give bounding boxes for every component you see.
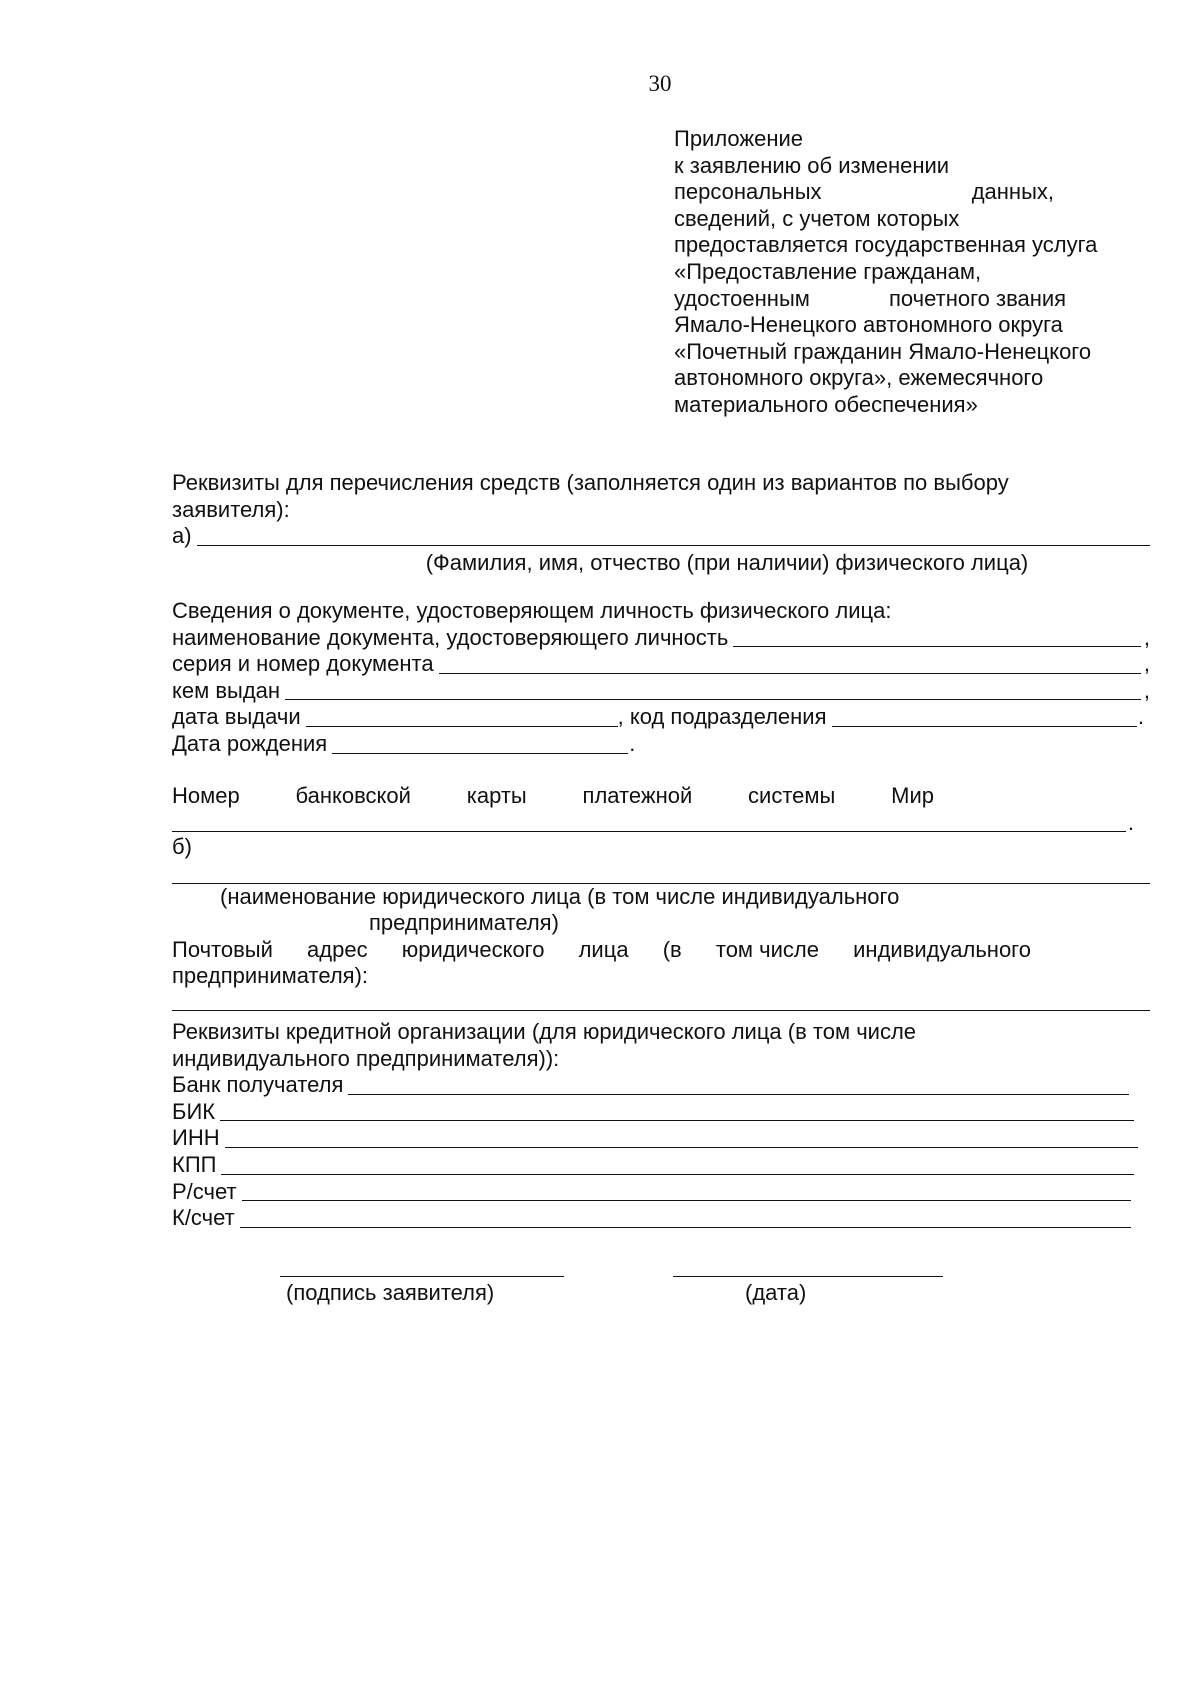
appendix-word: удостоенным (674, 285, 810, 311)
postal-word: том числе (715, 936, 819, 962)
bank-heading: индивидуального предпринимателя)): (172, 1045, 560, 1071)
settlement-account-field[interactable] (242, 1182, 1131, 1201)
bank-field-row (172, 1072, 1134, 1099)
option-a-label: а) (172, 523, 192, 549)
bik-label: БИК (172, 1098, 216, 1124)
signature-block (280, 1262, 980, 1332)
requisites-intro: заявителя): (172, 496, 290, 522)
legal-entity-caption: (наименование юридического лица (в том числе индивидуального (220, 883, 900, 909)
comma: , (1143, 651, 1150, 677)
issued-by-field[interactable] (285, 681, 1141, 700)
inn-label: ИНН (172, 1125, 220, 1151)
appendix-line: сведений, с учетом которых (674, 205, 960, 231)
dot: . (629, 730, 636, 756)
fio-caption: (Фамилия, имя, отчество (при наличии) физического лица) (425, 549, 1029, 575)
appendix-line (674, 286, 1152, 313)
appendix-line: предоставляется государственная услуга (674, 232, 1098, 258)
appendix-word: персональных (674, 179, 822, 205)
bank-field-row (172, 1205, 1134, 1232)
option-b-section (172, 834, 1150, 1011)
card-word: карты (466, 783, 527, 808)
bank-field-row (172, 1179, 1134, 1206)
date-field[interactable] (673, 1276, 943, 1277)
bank-field-row (172, 1152, 1134, 1179)
doc-name-row (172, 625, 1150, 652)
birth-date-label: Дата рождения (172, 730, 328, 756)
requisites-section (172, 470, 1150, 576)
appendix-line: автономного округа», ежемесячного (674, 365, 1044, 391)
doc-name-field[interactable] (733, 628, 1141, 647)
appendix-word: почетного звания (889, 285, 1067, 311)
issue-date-row (172, 704, 1150, 731)
postal-word: лица (578, 936, 629, 962)
postal-word: Почтовый (172, 936, 273, 962)
postal-word: (в (662, 936, 682, 962)
kpp-label: КПП (172, 1151, 217, 1177)
doc-name-label: наименование документа, удостоверяющего личность (172, 624, 729, 650)
division-code-field[interactable] (832, 708, 1137, 727)
issued-by-row (172, 678, 1150, 705)
postal-address-field[interactable] (172, 1010, 1150, 1011)
kpp-field[interactable] (221, 1156, 1134, 1175)
card-word: системы (748, 783, 836, 808)
identity-section (172, 598, 1150, 758)
birth-date-row (172, 731, 1150, 758)
option-b-label: б) (172, 834, 192, 859)
appendix-word: данных, (971, 179, 1054, 205)
appendix-line (674, 179, 1152, 206)
appendix-line: к заявлению об изменении (674, 152, 950, 178)
bank-field-row (172, 1125, 1134, 1152)
dot: . (1137, 704, 1144, 730)
postal-word: адрес (307, 936, 368, 962)
card-section (172, 783, 1134, 836)
postal-label-row (172, 937, 1031, 964)
identity-heading: Сведения о документе, удостоверяющем личность физического лица: (172, 598, 892, 623)
card-word: Мир (891, 783, 934, 808)
fio-field[interactable] (197, 527, 1150, 546)
card-word: платежной (582, 783, 693, 808)
rs-label: Р/счет (172, 1178, 237, 1204)
appendix-header (674, 126, 1152, 419)
date-caption: (дата) (745, 1280, 807, 1305)
issued-by-label: кем выдан (172, 677, 281, 703)
postal-word: юридического (401, 936, 545, 962)
bank-section (172, 1019, 1134, 1232)
postal-label-cont: предпринимателя): (172, 963, 369, 989)
comma: , (1143, 677, 1150, 703)
card-word: банковской (295, 783, 411, 808)
series-field[interactable] (439, 655, 1141, 674)
inn-field[interactable] (225, 1129, 1138, 1148)
requisites-intro: Реквизиты для перечисления средств (заполняется один из вариантов по выбору (172, 470, 1009, 495)
ks-label: К/счет (172, 1205, 235, 1231)
legal-entity-caption: предпринимателя) (369, 910, 559, 936)
series-row (172, 651, 1150, 678)
bank-name-field[interactable] (348, 1076, 1129, 1095)
bank-field-row (172, 1099, 1134, 1126)
comma: , (1143, 624, 1150, 650)
bank-heading: Реквизиты кредитной организации (для юридического лица (в том числе (172, 1019, 917, 1044)
issue-date-label: дата выдачи (172, 704, 301, 730)
appendix-line: материального обеспечения» (674, 391, 978, 417)
appendix-line: «Почетный гражданин Ямало-Ненецкого (674, 338, 1092, 364)
appendix-line: Приложение (674, 126, 804, 151)
birth-date-field[interactable] (332, 735, 628, 754)
page-number: 30 (648, 71, 672, 96)
postal-word: индивидуального (853, 936, 1031, 962)
signature-field[interactable] (280, 1276, 564, 1277)
signature-caption: (подпись заявителя) (286, 1280, 495, 1305)
dot: . (1127, 809, 1134, 835)
appendix-line: «Предоставление гражданам, (674, 258, 982, 284)
correspondent-account-field[interactable] (240, 1209, 1131, 1228)
bank-name-label: Банк получателя (172, 1072, 344, 1098)
card-word: Номер (172, 783, 240, 808)
bik-field[interactable] (220, 1102, 1134, 1121)
card-label-row (172, 783, 934, 810)
division-code-label: , код подразделения (617, 704, 827, 730)
series-label: серия и номер документа (172, 651, 434, 677)
card-number-field[interactable] (172, 813, 1126, 832)
card-number-row (172, 810, 1134, 837)
appendix-line: Ямало-Ненецкого автономного округа (674, 312, 1063, 338)
issue-date-field[interactable] (306, 708, 618, 727)
option-a-row (172, 523, 1150, 550)
